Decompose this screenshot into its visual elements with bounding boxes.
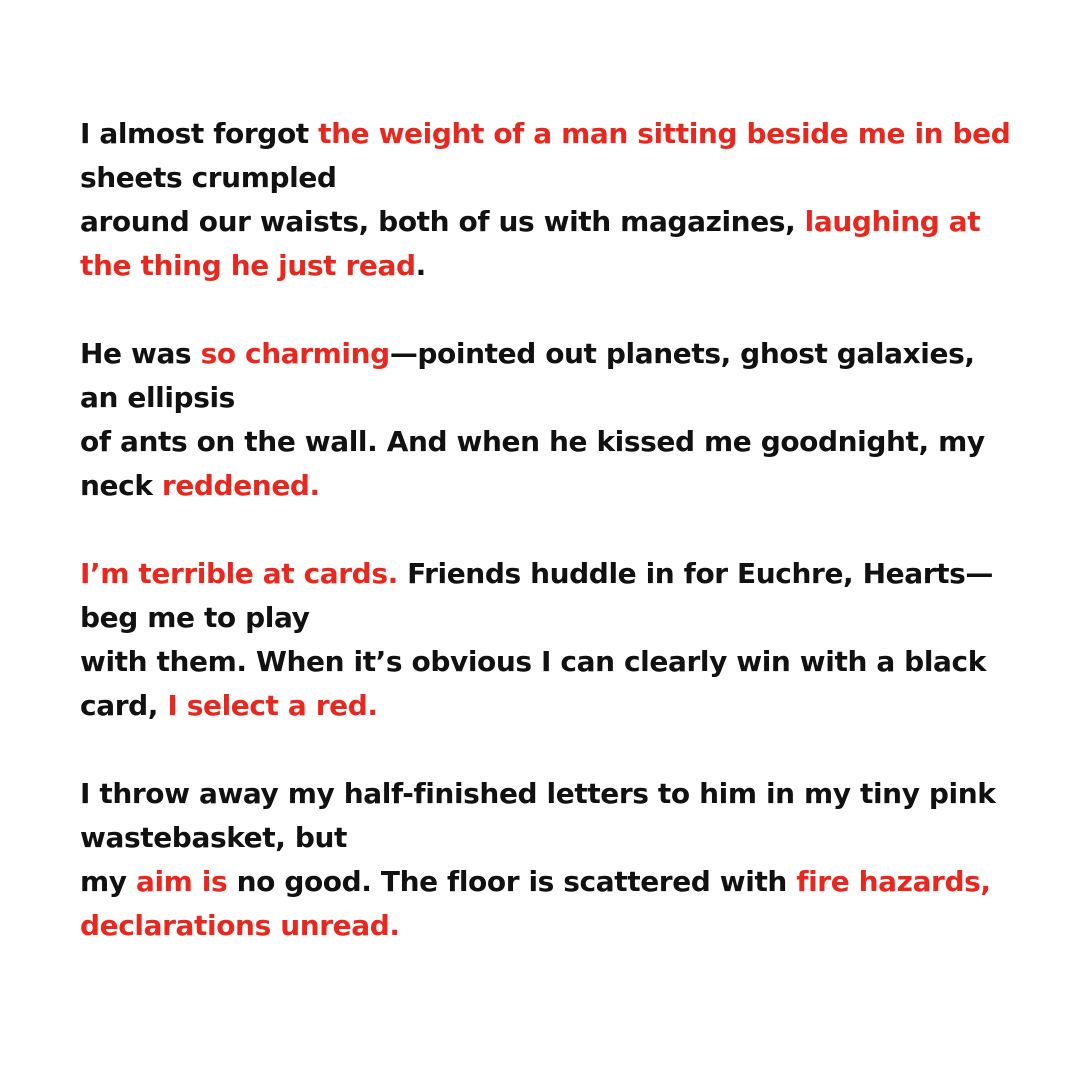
text-segment: —pointed out planets, ghost galaxies, <box>389 337 975 370</box>
stanza-gap <box>80 728 1040 772</box>
stanza <box>80 772 1040 948</box>
text-segment: card, <box>80 689 168 722</box>
text-segment: no good. The floor is scattered with <box>227 865 797 898</box>
highlighted-text: aim is <box>135 865 228 898</box>
text-segment: Friends huddle in for Euchre, Hearts— <box>397 557 993 590</box>
stanza <box>80 112 1040 288</box>
highlighted-text: reddened. <box>161 469 320 502</box>
poem-line <box>80 904 1040 948</box>
text-segment: sheets crumpled <box>80 161 337 194</box>
text-segment: I almost forgot <box>80 117 319 150</box>
text-segment: my <box>80 865 136 898</box>
highlighted-text: the weight of a man sitting beside me in bed <box>318 117 1011 150</box>
poem-line <box>80 596 1040 640</box>
stanza-gap <box>80 508 1040 552</box>
highlighted-text: the thing he just read <box>80 249 416 282</box>
text-segment: an ellipsis <box>80 381 235 414</box>
poem-line <box>80 860 1040 904</box>
stanza-gap <box>80 288 1040 332</box>
poem-line <box>80 684 1040 728</box>
poem-line <box>80 200 1040 244</box>
poem <box>80 112 1040 948</box>
poem-line <box>80 156 1040 200</box>
text-segment: with them. When it’s obvious I can clearly win with a black <box>80 645 986 678</box>
text-segment: I throw away my half-finished letters to him in my tiny pink <box>80 777 996 810</box>
highlighted-text: I’m terrible at cards. <box>80 557 398 590</box>
poem-line <box>80 376 1040 420</box>
highlighted-text: so charming <box>200 337 390 370</box>
stanza <box>80 332 1040 508</box>
highlighted-text: declarations unread. <box>80 909 400 942</box>
text-segment: . <box>415 249 426 282</box>
poem-line <box>80 772 1040 816</box>
poem-line <box>80 112 1040 156</box>
text-segment: wastebasket, but <box>80 821 347 854</box>
text-segment: of ants on the wall. And when he kissed me goodnight, my <box>80 425 985 458</box>
highlighted-text: I select a red. <box>167 689 378 722</box>
poem-line <box>80 816 1040 860</box>
highlighted-text: fire hazards, <box>796 865 991 898</box>
stanza <box>80 552 1040 728</box>
text-segment: around our waists, both of us with magazines, <box>80 205 805 238</box>
poem-line <box>80 640 1040 684</box>
text-segment: beg me to play <box>80 601 310 634</box>
poem-line <box>80 332 1040 376</box>
poem-line <box>80 464 1040 508</box>
text-segment: He was <box>80 337 201 370</box>
highlighted-text: laughing at <box>804 205 981 238</box>
poem-line <box>80 552 1040 596</box>
poem-line <box>80 244 1040 288</box>
poem-line <box>80 420 1040 464</box>
text-segment: neck <box>80 469 162 502</box>
